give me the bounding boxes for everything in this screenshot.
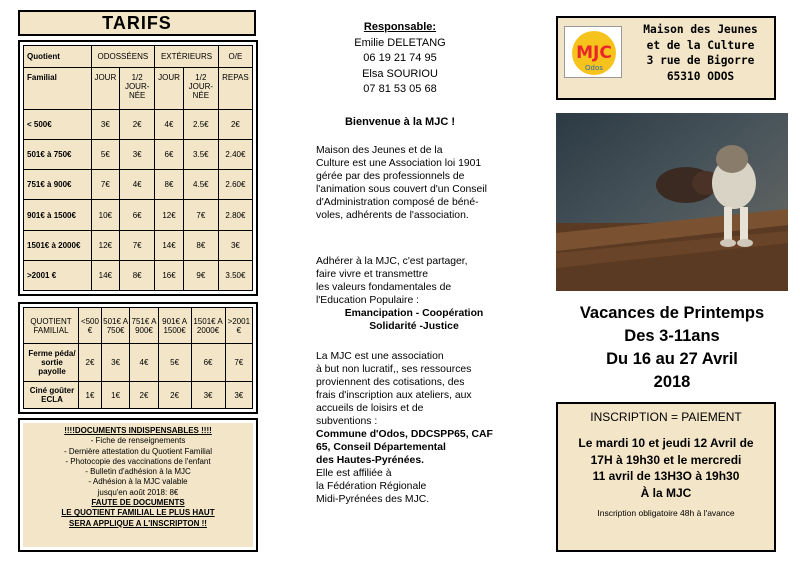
responsable-phone: 06 19 21 74 95 bbox=[363, 52, 437, 64]
schedule-line: À la MJC bbox=[640, 485, 692, 500]
responsable-phone: 07 81 53 05 68 bbox=[363, 83, 437, 95]
tarifs-table bbox=[23, 45, 253, 291]
schedule-line: 17H à 19h30 et le mercredi bbox=[590, 452, 742, 467]
table-cell: 1€ bbox=[79, 382, 102, 409]
table-header: 1501€ A 2000€ bbox=[191, 308, 225, 344]
address-line: 65310 ODOS bbox=[666, 69, 735, 83]
responsable-name: Emilie DELETANG bbox=[354, 36, 446, 49]
table-header: REPAS bbox=[218, 68, 252, 110]
table-header: O/E bbox=[218, 46, 252, 68]
text-line: à but non lucratif,, ses ressources bbox=[316, 364, 472, 375]
child-photo-image bbox=[556, 113, 788, 291]
documents-item: - Dernière attestation du Quotient Familial bbox=[63, 446, 213, 456]
text-line: subventions : bbox=[316, 416, 378, 427]
documents-item: - Bulletin d'adhésion à la MJC bbox=[85, 467, 191, 477]
table-header: 501€ A 750€ bbox=[101, 308, 129, 344]
table-header: JOUR bbox=[155, 68, 184, 110]
vacances-block bbox=[556, 302, 788, 394]
table-cell: 7€ bbox=[183, 200, 218, 230]
table-cell: 2.5€ bbox=[183, 110, 218, 140]
table-cell: 7€ bbox=[225, 344, 252, 382]
table-cell: 1501€ à 2000€ bbox=[24, 230, 92, 260]
text-line: les valeurs fondamentales de bbox=[316, 282, 452, 293]
table-row bbox=[24, 110, 253, 140]
text-line: Maison des Jeunes et de la bbox=[316, 145, 443, 156]
table-cell: 2€ bbox=[158, 382, 191, 409]
table-cell: 2€ bbox=[79, 344, 102, 382]
table-header: 1/2 JOUR-NÉE bbox=[183, 68, 218, 110]
table-cell: 14€ bbox=[91, 260, 120, 290]
table-cell: 3.5€ bbox=[183, 140, 218, 170]
table-cell: 7€ bbox=[120, 230, 155, 260]
documents-box bbox=[18, 418, 258, 552]
documents-title: !!!!DOCUMENTS INDISPENSABLES !!!! bbox=[64, 426, 212, 435]
text-line: 65, Conseil Départemental bbox=[316, 442, 446, 453]
table-header: 1/2 JOUR-NÉE bbox=[120, 68, 155, 110]
table-cell: 3€ bbox=[218, 230, 252, 260]
inscription-box bbox=[556, 402, 776, 552]
table-header: 901€ A 1500€ bbox=[158, 308, 191, 344]
table-cell: 12€ bbox=[91, 230, 120, 260]
mjc-address bbox=[628, 22, 773, 84]
table-header: ODOSSÉENS bbox=[91, 46, 155, 68]
table-cell: 5€ bbox=[158, 344, 191, 382]
address-line: 3 rue de Bigorre bbox=[646, 54, 755, 67]
table-row bbox=[24, 260, 253, 290]
vacances-year: 2018 bbox=[653, 373, 691, 391]
responsable-name: Elsa SOURIOU bbox=[362, 67, 438, 80]
table-header: 751€ A 900€ bbox=[130, 308, 158, 344]
table-cell: 12€ bbox=[155, 200, 184, 230]
table-cell: 2€ bbox=[130, 382, 158, 409]
table-row bbox=[24, 382, 253, 409]
table-cell: 6€ bbox=[155, 140, 184, 170]
table-row bbox=[24, 230, 253, 260]
child-photo bbox=[556, 113, 788, 291]
inscription-heading: INSCRIPTION = PAIEMENT bbox=[590, 410, 742, 424]
text-line: voles, adhérents de l'association. bbox=[316, 210, 469, 221]
vacances-title: Vacances de Printemps bbox=[579, 304, 765, 322]
responsable-title: Responsable: bbox=[363, 21, 437, 33]
table-header: EXTÉRIEURS bbox=[155, 46, 219, 68]
table-cell: 9€ bbox=[183, 260, 218, 290]
table-header: >2001 € bbox=[225, 308, 252, 344]
mjc-logo-graphic bbox=[565, 27, 623, 79]
table-cell: 14€ bbox=[155, 230, 184, 260]
table-cell: >2001 € bbox=[24, 260, 92, 290]
table-cell: 5€ bbox=[91, 140, 120, 170]
table-cell: 16€ bbox=[155, 260, 184, 290]
logo-text: MJC bbox=[576, 43, 612, 63]
table-cell: < 500€ bbox=[24, 110, 92, 140]
vacances-dates: Du 16 au 27 Avril bbox=[606, 350, 738, 368]
table-cell: 4€ bbox=[155, 110, 184, 140]
table-cell: 7€ bbox=[91, 170, 120, 200]
table-row bbox=[24, 140, 253, 170]
text-line: Midi-Pyrénées des MJC. bbox=[316, 494, 430, 505]
text-line: Commune d'Odos, DDCSPP65, CAF bbox=[316, 429, 493, 440]
schedule-line: 11 avril de 13H3O à 19h30 bbox=[592, 469, 740, 483]
table-cell: 2.60€ bbox=[218, 170, 252, 200]
table-row bbox=[24, 200, 253, 230]
documents-warning: LE QUOTIENT FAMILIAL LE PLUS HAUT bbox=[61, 508, 215, 518]
paragraph-values bbox=[316, 255, 512, 333]
table-cell: 10€ bbox=[91, 200, 120, 230]
logo-subtext: Odos bbox=[585, 64, 603, 72]
table-header: Quotient bbox=[24, 46, 92, 68]
table-cell: 2€ bbox=[120, 110, 155, 140]
text-line: Elle est affiliée à bbox=[316, 468, 392, 479]
text-line: accueils de loisirs et de bbox=[316, 403, 424, 414]
values-line: Emancipation - Coopération bbox=[344, 308, 484, 319]
table-header: JOUR bbox=[91, 68, 120, 110]
table-cell: 751€ à 900€ bbox=[24, 170, 92, 200]
text-line: proviennent des cotisations, des bbox=[316, 377, 465, 388]
table-cell: 6€ bbox=[120, 200, 155, 230]
table-cell: 3€ bbox=[191, 382, 225, 409]
activities-table bbox=[23, 307, 253, 409]
tarifs-title: TARIFS bbox=[18, 10, 256, 36]
table-cell: 8€ bbox=[155, 170, 184, 200]
schedule-line: Le mardi 10 et jeudi 12 Avril de bbox=[578, 436, 754, 450]
table-cell: 3.50€ bbox=[218, 260, 252, 290]
responsable-block bbox=[300, 20, 500, 98]
text-line: La MJC est une association bbox=[316, 351, 444, 362]
documents-item: - Adhésion à la MJC valable bbox=[88, 477, 188, 487]
text-line: frais d'inscription aux ateliers, aux bbox=[316, 390, 472, 401]
text-line: l'animation sous couvert d'un Conseil bbox=[316, 184, 487, 195]
table-cell: 901€ à 1500€ bbox=[24, 200, 92, 230]
documents-item: - Photocopie des vaccinations de l'enfant bbox=[65, 456, 211, 466]
inscription-note: Inscription obligatoire 48h à l'avance bbox=[597, 508, 735, 518]
table-header: QUOTIENT FAMILIAL bbox=[24, 308, 79, 344]
table-cell: 4€ bbox=[130, 344, 158, 382]
documents-item: - Fiche de renseignements bbox=[90, 436, 186, 446]
text-line: d'Administration composé de béné- bbox=[316, 197, 479, 208]
documents-warning: FAUTE DE DOCUMENTS bbox=[91, 498, 185, 508]
table-header: <500 € bbox=[79, 308, 102, 344]
table-cell: Ferme péda/ sortie payolle bbox=[24, 344, 79, 382]
text-line: Culture est une Association loi 1901 bbox=[316, 158, 482, 169]
text-line: Adhérer à la MJC, c'est partager, bbox=[316, 256, 468, 267]
welcome-heading: Bienvenue à la MJC ! bbox=[344, 116, 456, 128]
table-cell: 1€ bbox=[101, 382, 129, 409]
address-line: Maison des Jeunes bbox=[643, 23, 758, 36]
table-cell: 2.40€ bbox=[218, 140, 252, 170]
table-cell: 8€ bbox=[120, 260, 155, 290]
text-line: la Fédération Régionale bbox=[316, 481, 427, 492]
table-cell: Ciné goûter ECLA bbox=[24, 382, 79, 409]
table-row bbox=[24, 344, 253, 382]
table-header: Familial bbox=[24, 68, 92, 110]
paragraph-resources bbox=[316, 350, 512, 506]
inscription-schedule bbox=[558, 435, 774, 501]
table-cell: 6€ bbox=[191, 344, 225, 382]
tarifs-table-frame bbox=[18, 40, 258, 296]
text-line: l'Education Populaire : bbox=[316, 295, 420, 306]
text-line: des Hautes-Pyrénées. bbox=[316, 455, 425, 466]
table-cell: 4.5€ bbox=[183, 170, 218, 200]
table-cell: 4€ bbox=[120, 170, 155, 200]
table-cell: 501€ à 750€ bbox=[24, 140, 92, 170]
table-cell: 8€ bbox=[183, 230, 218, 260]
documents-item: jusqu'en août 2018: 8€ bbox=[97, 487, 179, 497]
paragraph-association bbox=[316, 144, 512, 222]
address-line: et de la Culture bbox=[646, 38, 755, 52]
text-line: gérée par des professionnels de bbox=[316, 171, 465, 182]
table-cell: 2€ bbox=[218, 110, 252, 140]
documents-warning: SERA APPLIQUE A L'INSCRIPTON !! bbox=[69, 518, 207, 528]
vacances-ages: Des 3-11ans bbox=[624, 327, 720, 345]
mjc-logo bbox=[564, 26, 622, 78]
text-line: faire vivre et transmettre bbox=[316, 269, 429, 280]
table-row bbox=[24, 170, 253, 200]
table-cell: 3€ bbox=[120, 140, 155, 170]
table-cell: 3€ bbox=[225, 382, 252, 409]
values-line: Solidarité -Justice bbox=[369, 321, 459, 332]
activities-table-frame bbox=[18, 302, 258, 414]
table-cell: 3€ bbox=[91, 110, 120, 140]
table-cell: 3€ bbox=[101, 344, 129, 382]
table-cell: 2.80€ bbox=[218, 200, 252, 230]
